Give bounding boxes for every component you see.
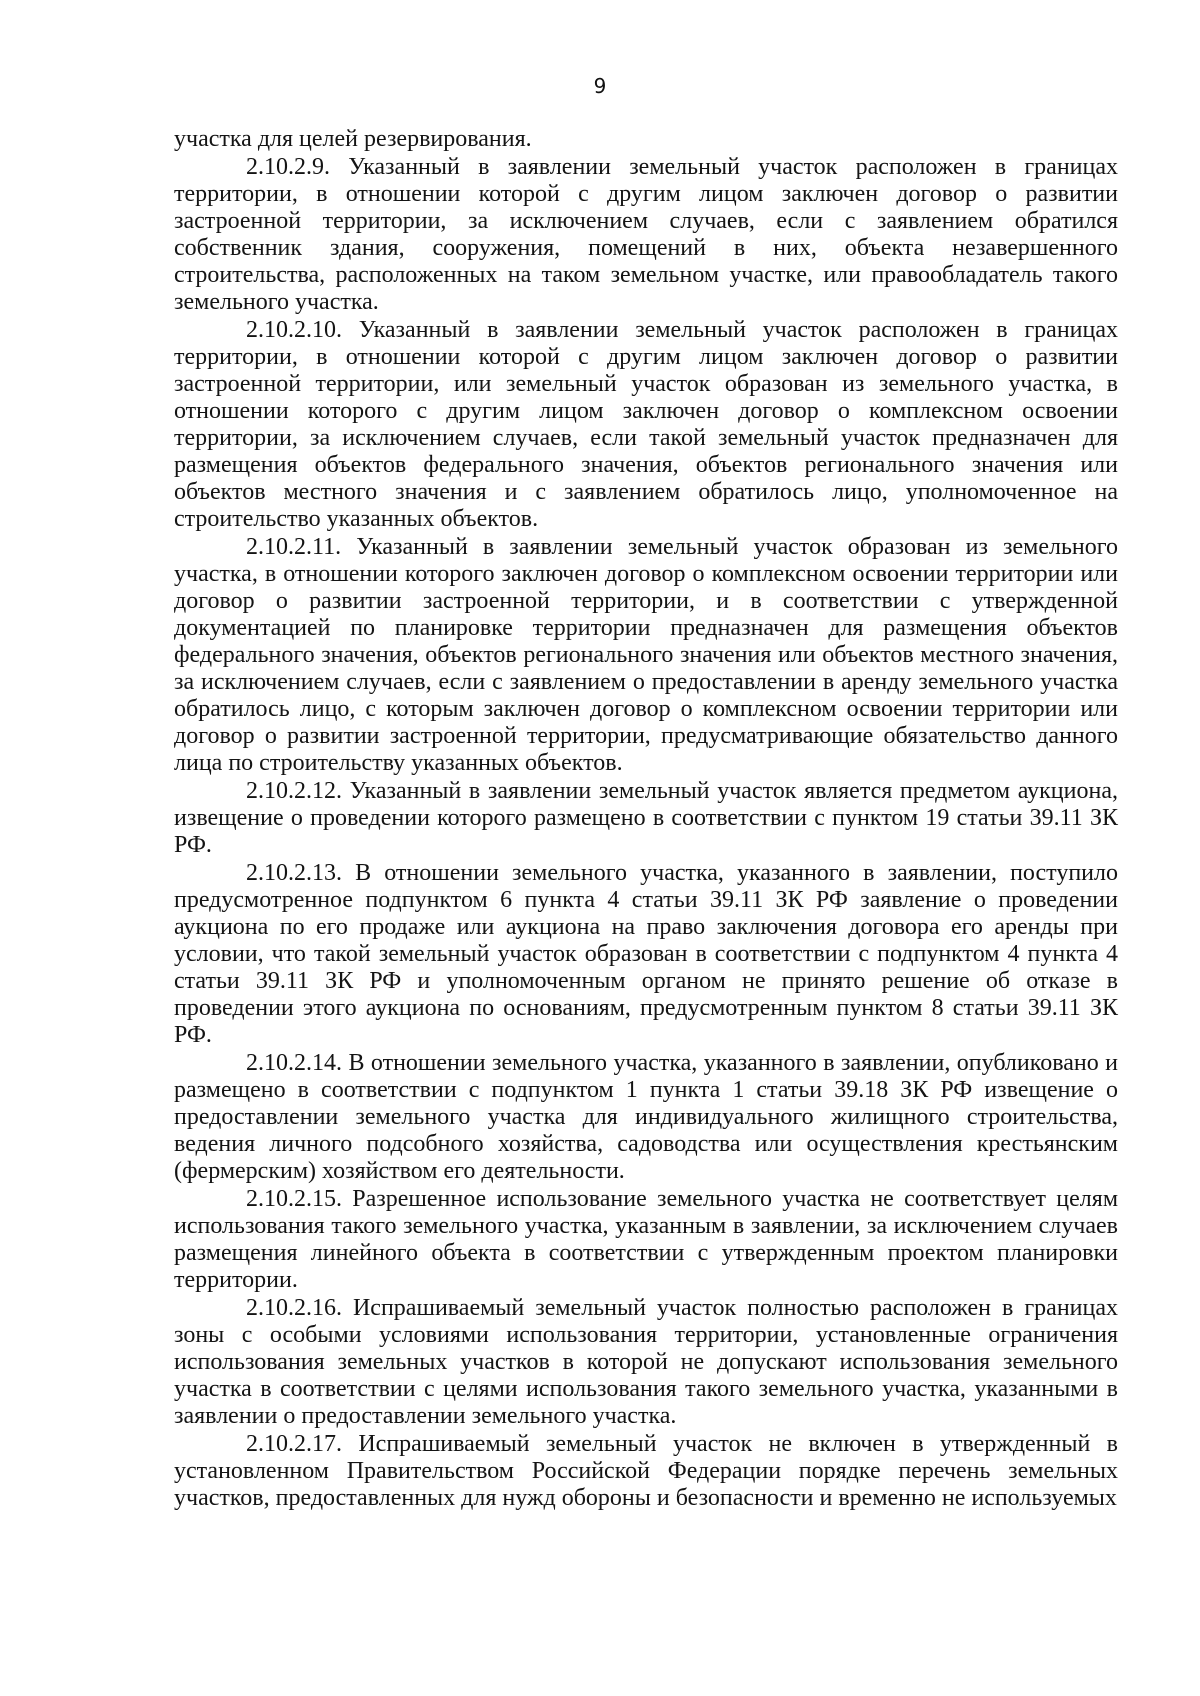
paragraph-2-10-2-10: 2.10.2.10. Указанный в заявлении земельный участок расположен в границах территории, в отношении которой с другим лицом заключен договор о развитии застроенной территории, или земельный участок образован из земельного участка, в отношении которого с другим лицом заключен договор о комплексном освоении территории, за исключением случаев, если такой земельный участок предназначен для размещения объектов федерального значения, объектов регионального значения или объектов местного значения и с заявлением обратилось лицо, уполномоченное на строительство указанных объектов. — [174, 317, 1118, 532]
paragraph-2-10-2-12: 2.10.2.12. Указанный в заявлении земельный участок является предметом аукциона, извещение о проведении которого размещено в соответствии с пунктом 19 статьи 39.11 ЗК РФ. — [174, 778, 1118, 858]
page-number: 9 — [593, 74, 607, 98]
paragraph-continuation: участка для целей резервирования. — [174, 126, 532, 152]
paragraph-2-10-2-9: 2.10.2.9. Указанный в заявлении земельный участок расположен в границах территории, в отношении которой с другим лицом заключен договор о развитии застроенной территории, за исключением случаев, если с заявлением обратился собственник здания, сооружения, помещений в них, объекта незавершенного строительства, расположенных на таком земельном участке, или правообладатель такого земельного участка. — [174, 154, 1118, 315]
paragraph-2-10-2-13: 2.10.2.13. В отношении земельного участка, указанного в заявлении, поступило предусмотренное подпунктом 6 пункта 4 статьи 39.11 ЗК РФ заявление о проведении аукциона по его продаже или аукциона на право заключения договора его аренды при условии, что такой земельный участок образован в соответствии с подпунктом 4 пункта 4 статьи 39.11 ЗК РФ и уполномоченным органом не принято решение об отказе в проведении этого аукциона по основаниям, предусмотренным пунктом 8 статьи 39.11 ЗК РФ. — [174, 860, 1118, 1048]
paragraph-2-10-2-11: 2.10.2.11. Указанный в заявлении земельный участок образован из земельного участка, в отношении которого заключен договор о комплексном освоении территории или договор о развитии застроенной территории, и в соответствии с утвержденной документацией по планировке территории предназначен для размещения объектов федерального значения, объектов регионального значения или объектов местного значения, за исключением случаев, если с заявлением о предоставлении в аренду земельного участка обратилось лицо, с которым заключен договор о комплексном освоении территории или договор о развитии застроенной территории, предусматривающие обязательство данного лица по строительству указанных объектов. — [174, 534, 1118, 776]
paragraph-2-10-2-15: 2.10.2.15. Разрешенное использование земельного участка не соответствует целям использования такого земельного участка, указанным в заявлении, за исключением случаев размещения линейного объекта в соответствии с утвержденным проектом планировки территории. — [174, 1186, 1118, 1293]
paragraph-2-10-2-17: 2.10.2.17. Испрашиваемый земельный участок не включен в утвержденный в установленном Правительством Российской Федерации порядке перечень земельных участков, предоставленных для нужд обороны и безопасности и временно не используемых — [174, 1431, 1118, 1511]
paragraph-2-10-2-14: 2.10.2.14. В отношении земельного участка, указанного в заявлении, опубликовано и размещено в соответствии с подпунктом 1 пункта 1 статьи 39.18 ЗК РФ извещение о предоставлении земельного участка для индивидуального жилищного строительства, ведения личного подсобного хозяйства, садоводства или осуществления крестьянским (фермерским) хозяйством его деятельности. — [174, 1050, 1118, 1184]
document-body — [174, 126, 1118, 1513]
paragraph-2-10-2-16: 2.10.2.16. Испрашиваемый земельный участок полностью расположен в границах зоны с особыми условиями использования территории, установленные ограничения использования земельных участков в которой не допускают использования земельного участка в соответствии с целями использования такого земельного участка, указанными в заявлении о предоставлении земельного участка. — [174, 1295, 1118, 1429]
